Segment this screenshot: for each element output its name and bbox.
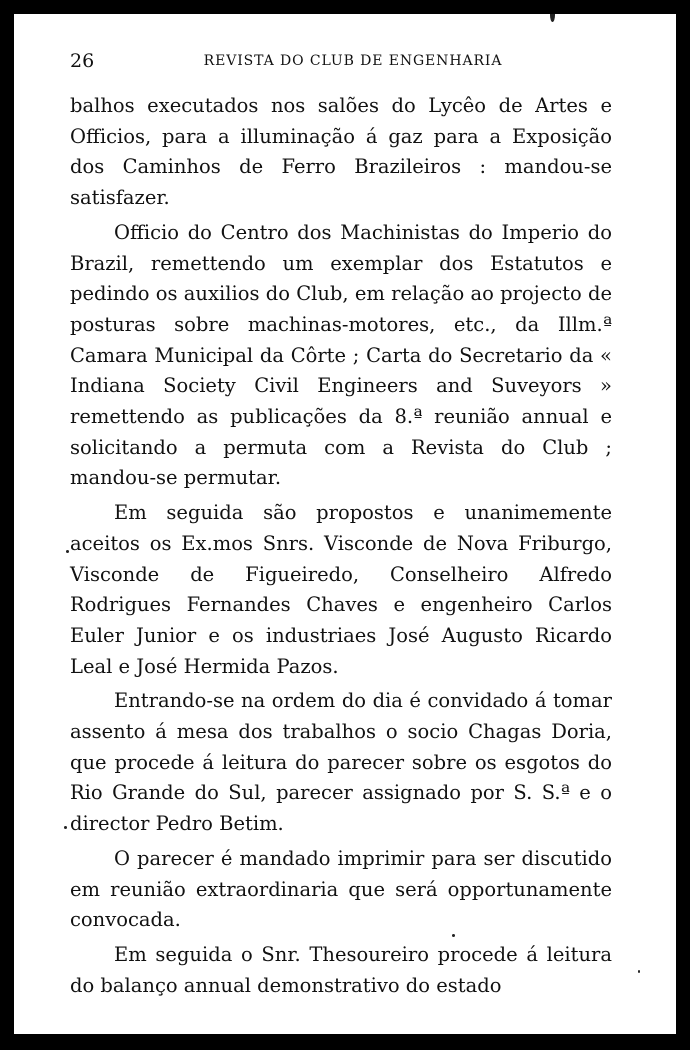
page-header xyxy=(70,50,636,74)
page-number: 26 xyxy=(70,50,95,72)
scan-speck xyxy=(64,826,67,829)
paragraph-ordem-do-dia: Entrando-se na ordem do dia é convidado á tomar assento á mesa dos trabalhos o socio Chagas Doria, que procede á leitura do parecer sobre os esgotos do Rio Grande do Sul, parecer assignado por S. S.ª e o director Pedro Betim. xyxy=(70,689,612,836)
body-text xyxy=(70,91,612,1005)
scan-speck xyxy=(66,550,69,553)
scan-speck xyxy=(638,970,640,973)
paragraph-parecer: O parecer é mandado imprimir para ser discutido em reunião extraordinaria que será opportunamente convocada. xyxy=(70,846,612,932)
document-page xyxy=(14,14,676,1034)
paragraph-officio: Officio do Centro dos Machinistas do Imperio do Brazil, remettendo um exemplar dos Estatutos e pedindo os auxilios do Club, em relação ao projecto de posturas sobre machinas-motores, etc., da Illm.ª Camara Municipal da Côrte ; Carta do Secretario da « Indiana Society Civil Engineers and Suveyors » remettendo as publicações da 8.ª reunião annual e solicitando a permuta com a Revista do Club ; mandou-se permutar. xyxy=(70,220,612,490)
running-title: REVISTA DO CLUB DE ENGENHARIA xyxy=(203,53,503,69)
paragraph-continuation: balhos executados nos salões do Lycêo de Artes e Officios, para a illuminação á gaz para a Exposição dos Caminhos de Ferro Brazileiros : mandou-se satisfazer. xyxy=(70,94,612,210)
scan-speck xyxy=(452,934,455,937)
paragraph-propostos: Em seguida são propostos e unanimemente aceitos os Ex.mos Snrs. Visconde de Nova Friburgo, Visconde de Figueiredo, Conselheiro Alfredo Rodrigues Fernandes Chaves e engenheiro Carlos Euler Junior e os industriaes José Augusto Ricardo Leal e José Hermida Pazos. xyxy=(70,501,612,678)
paragraph-thesoureiro: Em seguida o Snr. Thesoureiro procede á leitura do balanço annual demonstrativo do estado xyxy=(70,942,612,997)
scan-speck xyxy=(550,14,555,22)
